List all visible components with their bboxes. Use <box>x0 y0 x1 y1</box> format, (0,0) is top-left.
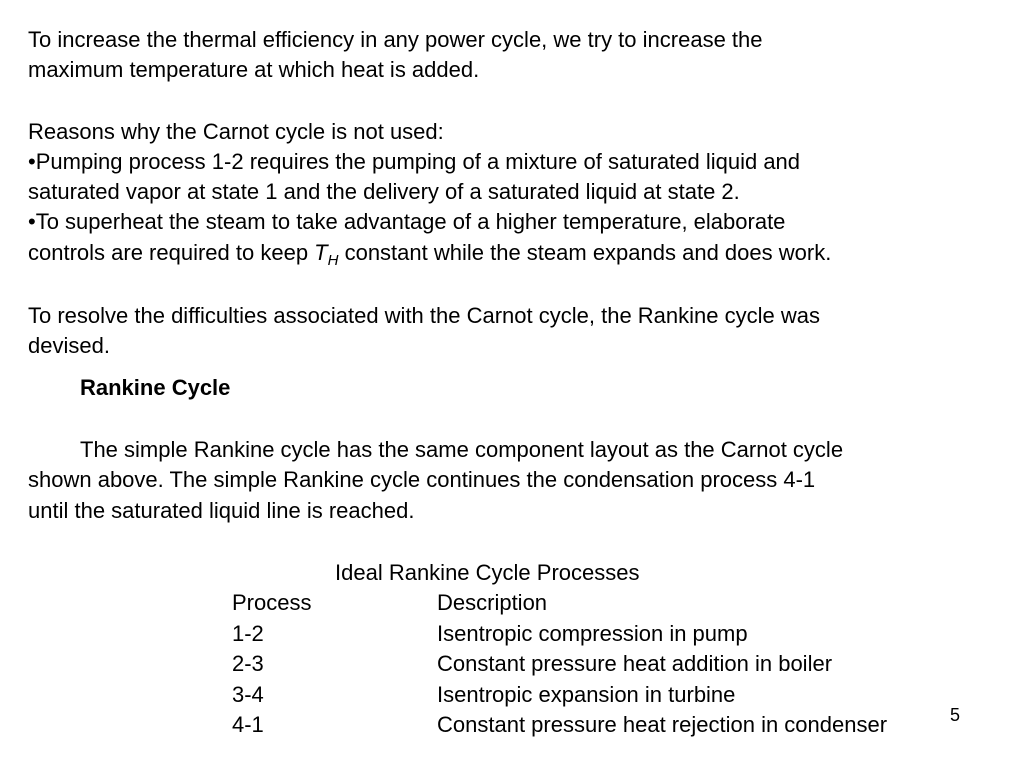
reason-bullet-2-text-after: constant while the steam expands and does work. <box>338 240 832 265</box>
table-cell-process: 2-3 <box>232 651 264 676</box>
intro-line-2: maximum temperature at which heat is added. <box>28 57 480 82</box>
table-cell-description: Isentropic expansion in turbine <box>437 682 736 707</box>
rankine-para-line-3: until the saturated liquid line is reached. <box>28 498 415 523</box>
intro-line-1: To increase the thermal efficiency in any power cycle, we try to increase the <box>28 27 763 52</box>
temperature-symbol: T <box>314 240 328 265</box>
reason-bullet-2-line-2 <box>28 240 831 274</box>
table-cell-process: 1-2 <box>232 621 264 646</box>
reason-bullet-2-text-before: controls are required to keep <box>28 240 315 265</box>
table-cell-process: 3-4 <box>232 682 264 707</box>
table-title: Ideal Rankine Cycle Processes <box>335 560 640 585</box>
reason-bullet-1-line-2: saturated vapor at state 1 and the delivery of a saturated liquid at state 2. <box>28 179 740 204</box>
rankine-para-line-2: shown above. The simple Rankine cycle continues the condensation process 4-1 <box>28 467 816 492</box>
rankine-para-line-1: The simple Rankine cycle has the same component layout as the Carnot cycle <box>80 437 844 462</box>
table-header-description: Description <box>437 590 548 615</box>
table-cell-description: Constant pressure heat rejection in condenser <box>437 712 888 737</box>
resolve-line-1: To resolve the difficulties associated with the Carnot cycle, the Rankine cycle was <box>28 303 820 328</box>
reasons-heading: Reasons why the Carnot cycle is not used: <box>28 119 444 144</box>
table-cell-description: Constant pressure heat addition in boiler <box>437 651 833 676</box>
table-cell-process: 4-1 <box>232 712 264 737</box>
table-cell-description: Isentropic compression in pump <box>437 621 748 646</box>
rankine-heading: Rankine Cycle <box>80 375 231 400</box>
resolve-line-2: devised. <box>28 333 110 358</box>
temperature-subscript: H <box>327 252 339 269</box>
reason-bullet-2-line-1: •To superheat the steam to take advantage of a higher temperature, elaborate <box>28 209 786 234</box>
page-number: 5 <box>950 705 961 725</box>
reason-bullet-1-line-1: •Pumping process 1-2 requires the pumping of a mixture of saturated liquid and <box>28 149 801 174</box>
table-header-process: Process <box>232 590 312 615</box>
